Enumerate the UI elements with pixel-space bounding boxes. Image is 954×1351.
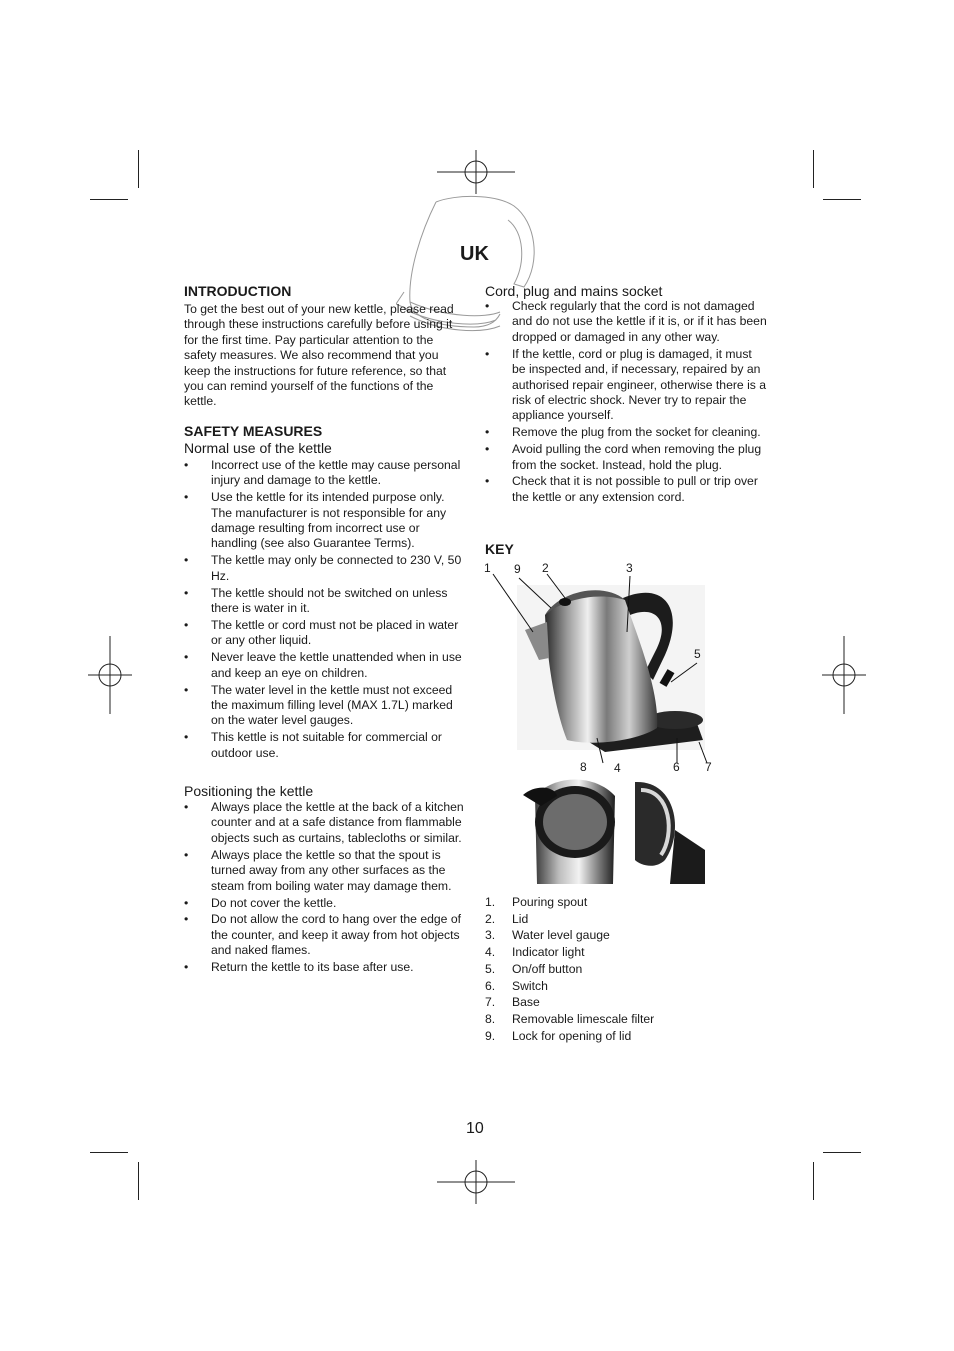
registration-mark-top [437, 150, 515, 194]
bullet-icon: • [184, 847, 189, 862]
cord-heading: Cord, plug and mains socket [485, 283, 663, 299]
normal-use-item-text: Use the kettle for its intended purpose only. The manufacturer is not responsible for any damage resulting from incorrect use or handling (see also Guarantee Terms). [211, 490, 447, 551]
positioning-item-text: Return the kettle to its base after use. [211, 960, 414, 975]
callout-9: 9 [514, 562, 521, 576]
bullet-icon: • [184, 585, 189, 600]
language-tag: UK [460, 243, 489, 265]
key-item-label: Pouring spout [512, 895, 588, 909]
bullet-icon: • [184, 682, 189, 697]
normal-use-item-text: This kettle is not suitable for commercial or outdoor use. [211, 730, 442, 760]
callout-3: 3 [626, 561, 633, 575]
registration-mark-right [822, 636, 866, 714]
key-item [485, 894, 765, 911]
normal-use-item-text: The kettle may only be connected to 230 V, 50 Hz. [211, 553, 462, 583]
normal-use-item [184, 650, 466, 681]
normal-use-item [184, 586, 466, 617]
bullet-icon: • [184, 650, 189, 665]
bullet-icon: • [184, 553, 189, 568]
callout-5: 5 [694, 647, 701, 661]
bullet-icon: • [184, 457, 189, 472]
bullet-icon: • [184, 895, 189, 910]
cord-item [485, 442, 767, 473]
normal-use-item [184, 618, 466, 649]
key-item [485, 1011, 765, 1028]
crop-mark [813, 1162, 814, 1200]
bullet-icon: • [485, 346, 490, 361]
normal-use-item-text: The water level in the kettle must not exceed the maximum filling level (MAX 1.7L) marked on the water level gauges. [211, 682, 453, 728]
bullet-icon: • [184, 912, 189, 927]
introduction-text: To get the best out of your new kettle, please read through these instructions carefully before using it for the first time. Pay particular attention to the safety measures. We also recommend that you keep the instructions for future reference, so that you can remind yourself of the functions of the kettle. [184, 302, 454, 409]
key-item-label: Lid [512, 911, 529, 926]
key-item-label: Removable limescale filter [512, 1011, 655, 1026]
cord-list [485, 299, 767, 505]
normal-use-item-text: The kettle or cord must not be placed in water or any other liquid. [211, 617, 459, 648]
bullet-icon: • [485, 299, 490, 313]
normal-use-item [184, 553, 466, 584]
bullet-icon: • [184, 617, 189, 632]
bullet-icon: • [485, 474, 490, 489]
crop-mark [90, 1152, 128, 1153]
cord-item-text: Check regularly that the cord is not damaged and do not use the kettle if it is, or if it has been dropped or damaged in any other way. [512, 299, 767, 344]
registration-mark-left [88, 636, 132, 714]
normal-use-item-text: The kettle should not be switched on unless there is water in it. [211, 585, 448, 615]
callout-6: 6 [673, 760, 680, 774]
positioning-item [184, 912, 466, 958]
callout-8: 8 [580, 760, 587, 774]
key-item-number: 5. [485, 961, 496, 976]
cord-item-text: Avoid pulling the cord when removing the plug from the socket. Instead, hold the plug. [512, 442, 762, 472]
key-item-number: 6. [485, 978, 496, 993]
key-item [485, 911, 765, 928]
key-item-number: 4. [485, 945, 496, 960]
bullet-icon: • [485, 425, 490, 440]
positioning-item-text: Do not cover the kettle. [211, 895, 337, 910]
normal-use-heading: Normal use of the kettle [184, 439, 332, 456]
left-column [184, 283, 466, 977]
key-heading: KEY [485, 541, 514, 557]
key-item [485, 927, 765, 944]
positioning-item-text: Always place the kettle at the back of a kitchen counter and at a safe distance from flammable objects such as curtains, tablecloths or similar. [211, 800, 464, 845]
right-column [485, 283, 767, 507]
introduction-heading: INTRODUCTION [184, 283, 292, 299]
normal-use-item [184, 458, 466, 489]
key-item-number: 2. [485, 911, 496, 926]
normal-use-item-text: Never leave the kettle unattended when in use and keep an eye on children. [211, 650, 462, 680]
normal-use-item [184, 683, 466, 729]
page-number: 10 [466, 1120, 484, 1137]
key-item-number: 1. [485, 895, 496, 909]
positioning-list [184, 800, 466, 975]
positioning-item-text: Do not allow the cord to hang over the edge of the counter, and keep it away from hot objects and naked flames. [211, 912, 462, 958]
bullet-icon: • [184, 800, 189, 815]
callout-7: 7 [705, 760, 712, 774]
crop-mark [813, 150, 814, 188]
crop-mark [823, 1152, 861, 1153]
positioning-item-text: Always place the kettle so that the spout is turned away from any other surfaces as the steam from boiling water may damage them. [211, 847, 452, 893]
crop-mark [823, 199, 861, 200]
cord-item [485, 474, 767, 505]
key-item [485, 961, 765, 978]
cord-item [485, 299, 767, 345]
normal-use-item [184, 490, 466, 552]
crop-mark [90, 199, 128, 200]
cord-item [485, 347, 767, 424]
key-item [485, 944, 765, 961]
positioning-heading: Positioning the kettle [184, 783, 314, 800]
safety-measures-heading: SAFETY MEASURES [184, 422, 323, 439]
cord-item-text: If the kettle, cord or plug is damaged, it must be inspected and, if necessary, repaired by an authorised repair engineer, otherwise there is a risk of electric shock. Never try to repair the appliance yourself. [512, 346, 767, 423]
key-item [485, 978, 765, 995]
positioning-item [184, 848, 466, 894]
key-item-label: Switch [512, 978, 548, 993]
key-item-label: Lock for opening of lid [512, 1028, 632, 1043]
registration-mark-bottom [437, 1160, 515, 1204]
bullet-icon: • [485, 442, 490, 457]
crop-mark [138, 150, 139, 188]
normal-use-item-text: Incorrect use of the kettle may cause personal injury and damage to the kettle. [211, 457, 461, 488]
callout-4: 4 [614, 761, 621, 775]
normal-use-item [184, 730, 466, 761]
cord-item [485, 425, 767, 440]
normal-use-list [184, 458, 466, 761]
key-item-label: Base [512, 995, 540, 1010]
key-item-label: Indicator light [512, 945, 585, 960]
key-item [485, 994, 765, 1011]
bullet-icon: • [184, 730, 189, 745]
key-item-number: 9. [485, 1028, 496, 1043]
key-item-number: 7. [485, 995, 496, 1010]
key-item-label: Water level gauge [512, 928, 610, 943]
bullet-icon: • [184, 490, 189, 505]
key-item-number: 8. [485, 1011, 496, 1026]
key-item-number: 3. [485, 928, 496, 943]
positioning-item [184, 896, 466, 911]
callout-1: 1 [484, 561, 491, 575]
key-item [485, 1028, 765, 1045]
cord-item-text: Check that it is not possible to pull or trip over the kettle or any extension cord. [512, 474, 758, 504]
bullet-icon: • [184, 960, 189, 975]
positioning-item [184, 960, 466, 975]
callout-2: 2 [542, 561, 549, 575]
positioning-item [184, 800, 466, 846]
kettle-photo [485, 560, 715, 890]
key-item-label: On/off button [512, 961, 583, 976]
key-list [485, 894, 765, 1044]
cord-item-text: Remove the plug from the socket for cleaning. [512, 425, 761, 440]
crop-mark [138, 1162, 139, 1200]
